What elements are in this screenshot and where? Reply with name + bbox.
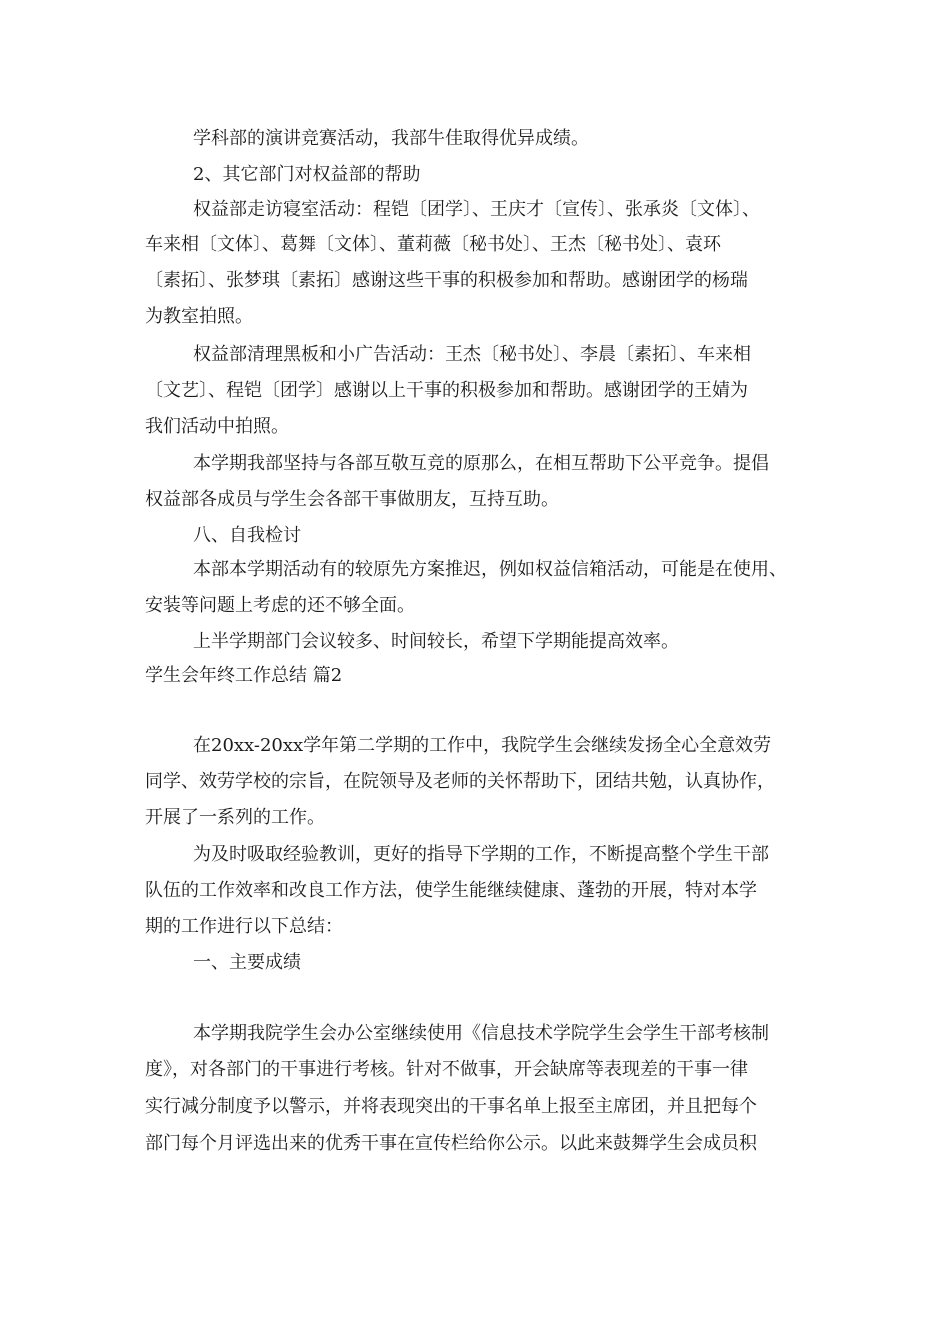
text-line: 队伍的工作效率和改良工作方法，使学生能继续健康、蓬勃的开展，特对本学	[145, 880, 757, 901]
section-heading: 2、其它部门对权益部的帮助	[193, 164, 421, 185]
text-line: 为教室拍照。	[145, 306, 253, 327]
text-line: 车来相〔文体〕、葛舞〔文体〕、董莉薇〔秘书处〕、王杰〔秘书处〕、袁环	[145, 234, 721, 255]
text-line: 〔素拓〕、张梦琪〔素拓〕感谢这些干事的积极参加和帮助。感谢团学的杨瑞	[145, 270, 748, 291]
section-heading: 八、自我检讨	[193, 525, 301, 546]
text-line: 权益部各成员与学生会各部干事做朋友，互持互助。	[145, 489, 559, 510]
section-heading: 一、主要成绩	[193, 952, 301, 973]
text-line: 同学、效劳学校的宗旨，在院领导及老师的关怀帮助下，团结共勉，认真协作，	[145, 771, 775, 792]
text-line: 部门每个月评选出来的优秀干事在宣传栏给你公示。以此来鼓舞学生会成员积	[145, 1133, 757, 1154]
text-line: 学科部的演讲竞赛活动，我部牛佳取得优异成绩。	[193, 128, 589, 149]
text-line: 权益部走访寝室活动：程铠〔团学〕、王庆才〔宣传〕、张承炎〔文体〕、	[193, 199, 760, 220]
text-line: 为及时吸取经验教训，更好的指导下学期的工作，不断提高整个学生干部	[193, 844, 769, 865]
text-line: 本部本学期活动有的较原先方案推迟，例如权益信箱活动，可能是在使用、	[193, 559, 787, 580]
text-line: 我们活动中拍照。	[145, 416, 289, 437]
text-line: 〔文艺〕、程铠〔团学〕感谢以上干事的积极参加和帮助。感谢团学的王婧为	[145, 380, 748, 401]
text-line: 上半学期部门会议较多、时间较长，希望下学期能提高效率。	[193, 631, 679, 652]
text-line: 在20xx-20xx学年第二学期的工作中，我院学生会继续发扬全心全意效劳	[193, 735, 772, 756]
text-line: 度》，对各部门的干事进行考核。针对不做事，开会缺席等表现差的干事一律	[145, 1059, 748, 1080]
text-line: 本学期我院学生会办公室继续使用《信息技术学院学生会学生干部考核制	[193, 1023, 769, 1044]
text-line: 本学期我部坚持与各部互敬互竞的原那么，在相互帮助下公平竞争。提倡	[193, 453, 769, 474]
text-line: 实行减分制度予以警示，并将表现突出的干事名单上报至主席团，并且把每个	[145, 1096, 757, 1117]
text-line: 开展了一系列的工作。	[145, 807, 325, 828]
article-heading: 学生会年终工作总结 篇2	[145, 665, 343, 686]
text-line: 权益部清理黑板和小广告活动：王杰〔秘书处〕、李晨〔素拓〕、车来相	[193, 344, 751, 365]
text-line: 期的工作进行以下总结：	[145, 916, 343, 937]
text-line: 安装等问题上考虑的还不够全面。	[145, 595, 415, 616]
